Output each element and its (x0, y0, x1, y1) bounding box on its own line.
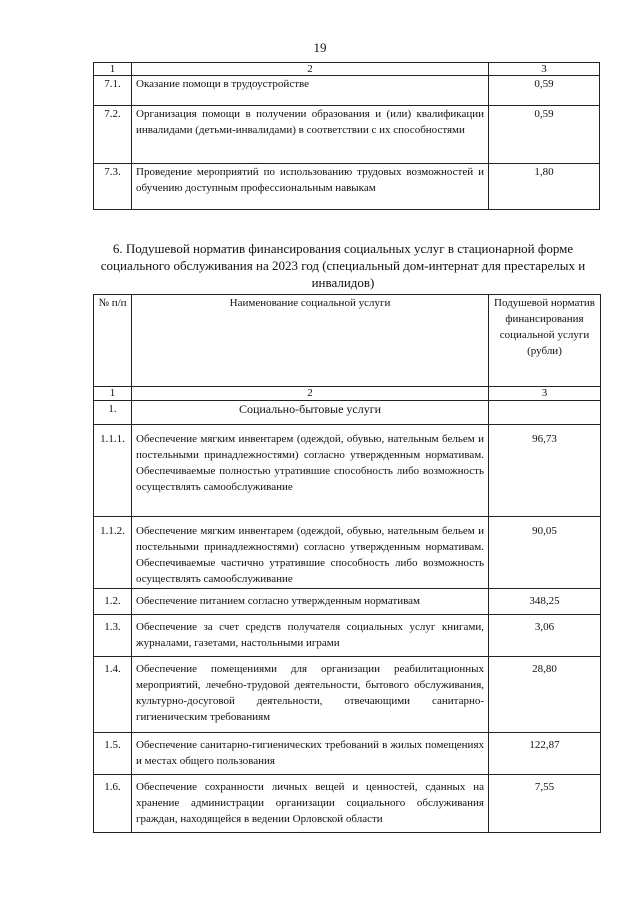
service-name: Обеспечение питанием согласно утвержденным нормативам (132, 589, 489, 615)
row-number: 7.1. (94, 76, 132, 106)
row-number: 7.3. (94, 164, 132, 210)
table-row (94, 164, 600, 210)
column-header-standard: Подушевой норматив финансирования социальной услуги (рубли) (489, 295, 601, 387)
table-row (94, 76, 600, 106)
table-column-numbers (94, 63, 600, 76)
service-name: Обеспечение мягким инвентарем (одеждой, обувью, нательным бельем и постельными принадлежностями) согласно утвержденным нормативам. Обеспечиваемые частично утратившие способность либо возможность осуществлять самообслуживание (132, 517, 489, 589)
row-number: 1.1.2. (94, 517, 132, 589)
row-number: 1.4. (94, 657, 132, 733)
service-value: 90,05 (489, 517, 601, 589)
per-capita-standards-table (93, 294, 601, 833)
group-row (94, 401, 601, 425)
service-value: 28,80 (489, 657, 601, 733)
service-value: 3,06 (489, 615, 601, 657)
table-row (94, 106, 600, 164)
service-value: 0,59 (489, 76, 600, 106)
empty-cell (489, 401, 601, 425)
table-row (94, 775, 601, 833)
table-row (94, 589, 601, 615)
service-name: Обеспечение помещениями для организации реабилитационных мероприятий, лечебно-трудовой деятельности, бытового обслуживания, культурно-досуговой деятельности, отвечающими санитарно-гигиеническим требованиям (132, 657, 489, 733)
column-number: 3 (489, 63, 600, 76)
service-name: Обеспечение мягким инвентарем (одеждой, обувью, нательным бельем и постельными принадлежностями) согласно утвержденным нормативам. Обеспечиваемые полностью утратившие способность либо возможность осуществлять самообслуживание (132, 425, 489, 517)
service-value: 122,87 (489, 733, 601, 775)
column-number: 1 (94, 387, 132, 401)
service-value: 7,55 (489, 775, 601, 833)
table-row (94, 733, 601, 775)
service-name: Проведение мероприятий по использованию трудовых возможностей и обучению доступным профессиональным навыкам (132, 164, 489, 210)
row-number: 1.3. (94, 615, 132, 657)
table-row (94, 615, 601, 657)
group-name: Социально-бытовые услуги (132, 401, 489, 425)
row-number: 1.1.1. (94, 425, 132, 517)
row-number: 1.2. (94, 589, 132, 615)
table-row (94, 517, 601, 589)
table-header-row (94, 295, 601, 387)
table-row (94, 425, 601, 517)
column-number: 1 (94, 63, 132, 76)
section-heading: 6. Подушевой норматив финансирования социальных услуг в стационарной форме социального обслуживания на 2023 год (специальный дом-интернат для престарелых и инвалидов) (100, 241, 586, 290)
column-number: 2 (132, 387, 489, 401)
service-name: Оказание помощи в трудоустройстве (132, 76, 489, 106)
group-number: 1. (94, 401, 132, 425)
table-row (94, 657, 601, 733)
service-name: Организация помощи в получении образования и (или) квалификации инвалидами (детьми-инвалидами) в соответствии с их способностями (132, 106, 489, 164)
service-name: Обеспечение сохранности личных вещей и ценностей, сданных на хранение администрации организации социального обслуживания граждан, находящейся в ведении Орловской области (132, 775, 489, 833)
page-number: 19 (313, 40, 327, 55)
column-header-service-name: Наименование социальной услуги (132, 295, 489, 387)
table-column-numbers (94, 387, 601, 401)
service-name: Обеспечение за счет средств получателя социальных услуг книгами, журналами, газетами, настольными играми (132, 615, 489, 657)
service-value: 348,25 (489, 589, 601, 615)
row-number: 1.5. (94, 733, 132, 775)
column-number: 2 (132, 63, 489, 76)
service-value: 96,73 (489, 425, 601, 517)
service-name: Обеспечение санитарно-гигиенических требований в жилых помещениях и местах общего пользования (132, 733, 489, 775)
service-value: 1,80 (489, 164, 600, 210)
services-table-continued (93, 62, 600, 210)
row-number: 7.2. (94, 106, 132, 164)
service-value: 0,59 (489, 106, 600, 164)
row-number: 1.6. (94, 775, 132, 833)
column-number: 3 (489, 387, 601, 401)
column-header-number: № п/п (94, 295, 132, 387)
